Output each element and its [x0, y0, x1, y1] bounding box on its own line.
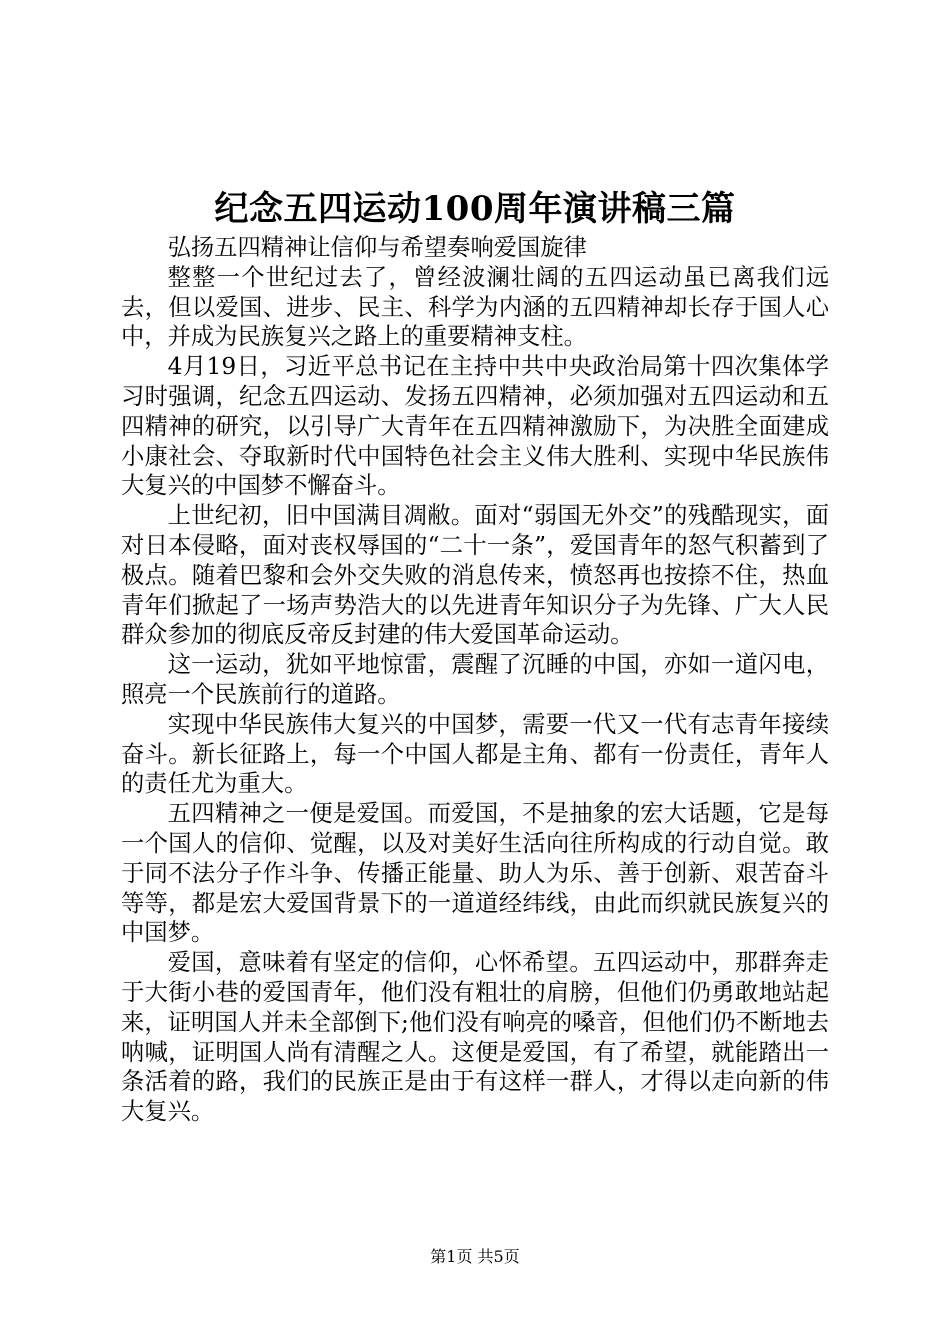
body-paragraph: 4月19日，习近平总书记在主持中共中央政治局第十四次集体学习时强调，纪念五四运动、发扬五四精神，必须加强对五四运动和五四精神的研究，以引导广大青年在五四精神激励下，为决胜全面建成小康社会、夺取新时代中国特色社会主义伟大胜利、实现中华民族伟大复兴的中国梦不懈奋斗。	[121, 353, 829, 500]
subtitle-paragraph: 弘扬五四精神让信仰与希望奏响爱国旋律	[167, 234, 587, 261]
body-paragraph: 五四精神之一便是爱国。而爱国，不是抽象的宏大话题，它是每一个国人的信仰、觉醒，以及对美好生活向往所构成的行动自觉。敢于同不法分子作斗争、传播正能量、助人为乐、善于创新、艰苦奋斗等等，都是宏大爱国背景下的一道道经纬线，由此而织就民族复兴的中国梦。	[121, 800, 829, 947]
document-title: 纪念五四运动100周年演讲稿三篇	[214, 189, 736, 229]
document-body	[121, 233, 829, 1127]
body-paragraph: 实现中华民族伟大复兴的中国梦，需要一代又一代有志青年接续奋斗。新长征路上，每一个中国人都是主角、都有一份责任，青年人的责任尤为重大。	[121, 710, 829, 798]
body-paragraph: 爱国，意味着有坚定的信仰，心怀希望。五四运动中，那群奔走于大街小巷的爱国青年，他们没有粗壮的肩膀，但他们仍勇敢地站起来，证明国人并未全部倒下;他们没有响亮的嗓音，但他们仍不断地去呐喊，证明国人尚有清醒之人。这便是爱国，有了希望，就能踏出一条活着的路，我们的民族正是由于有这样一群人，才得以走向新的伟大复兴。	[121, 949, 829, 1126]
page-footer: 第1页 共5页	[430, 1247, 520, 1266]
body-paragraph: 整整一个世纪过去了，曾经波澜壮阔的五四运动虽已离我们远去，但以爱国、进步、民主、科学为内涵的五四精神却长存于国人心中，并成为民族复兴之路上的重要精神支柱。	[121, 263, 829, 351]
body-paragraph: 这一运动，犹如平地惊雷，震醒了沉睡的中国，亦如一道闪电，照亮一个民族前行的道路。	[121, 651, 829, 708]
body-paragraph: 上世纪初，旧中国满目凋敝。面对“弱国无外交”的残酷现实，面对日本侵略，面对丧权辱国的“二十一条”，爱国青年的怒气积蓄到了极点。随着巴黎和会外交失败的消息传来，愤怒再也按捺不住，热血青年们掀起了一场声势浩大的以先进青年知识分子为先锋、广大人民群众参加的彻底反帝反封建的伟大爱国革命运动。	[121, 502, 829, 649]
